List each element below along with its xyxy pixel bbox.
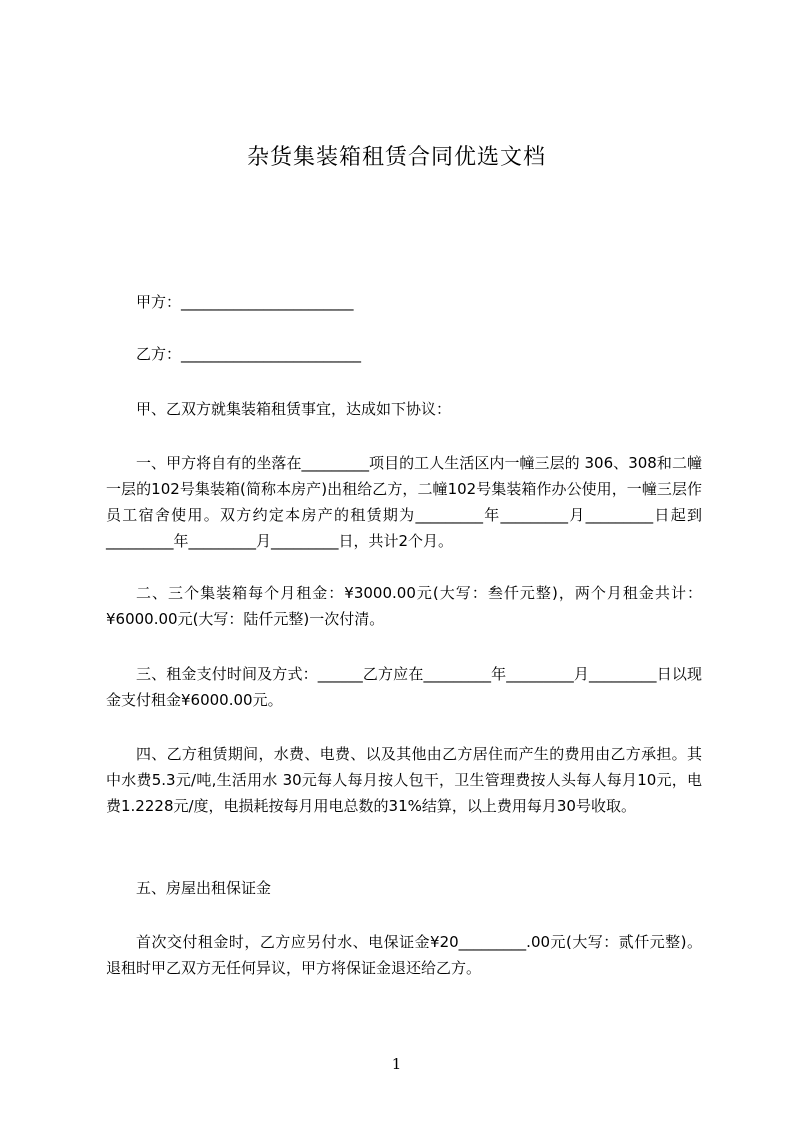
clause-5-paragraph: 首次交付租金时，乙方应另付水、电保证金¥20_________.00元(大写：贰仟元整)。退租时甲乙双方无任何异议，甲方将保证金退还给乙方。 [106, 933, 702, 977]
page-number: 1 [391, 1055, 402, 1073]
intro-paragraph: 甲、乙双方就集装箱租赁事宜，达成如下协议： [136, 400, 452, 418]
clause-3-paragraph: 三、租金支付时间及方式：______乙方应在_________年_________月_________日以现金支付租金¥6000.00元。 [106, 665, 702, 709]
party-a-line: 甲方：_______________________ [136, 293, 354, 311]
document-title: 杂货集装箱租赁合同优选文档 [246, 145, 546, 170]
clause-1-paragraph: 一、甲方将自有的坐落在_________项目的工人生活区内一幢三层的 306、308和二幢一层的102号集装箱(简称本房产)出租给乙方，二幢102号集装箱作办公使用，一幢三层作员工宿舍使用。双方约定本房产的租赁期为_________年_________月_________日起到_________年_________月_________日，共计2个月。 [106, 454, 702, 550]
clause-4-paragraph: 四、乙方租赁期间，水费、电费、以及其他由乙方居住而产生的费用由乙方承担。其中水费5.3元/吨,生活用水 30元每人每月按人包干，卫生管理费按人头每人每月10元，电费1.2228元/度，电损耗按每月用电总数的31%结算，以上费用每月30号收取。 [106, 745, 702, 815]
party-b-line: 乙方：________________________ [136, 345, 362, 363]
clause-5-heading: 五、房屋出租保证金 [136, 879, 272, 897]
clause-2-paragraph: 二、三个集装箱每个月租金：¥3000.00元(大写：叁仟元整)，两个月租金共计：¥6000.00元(大写：陆仟元整)一次付清。 [106, 584, 702, 628]
